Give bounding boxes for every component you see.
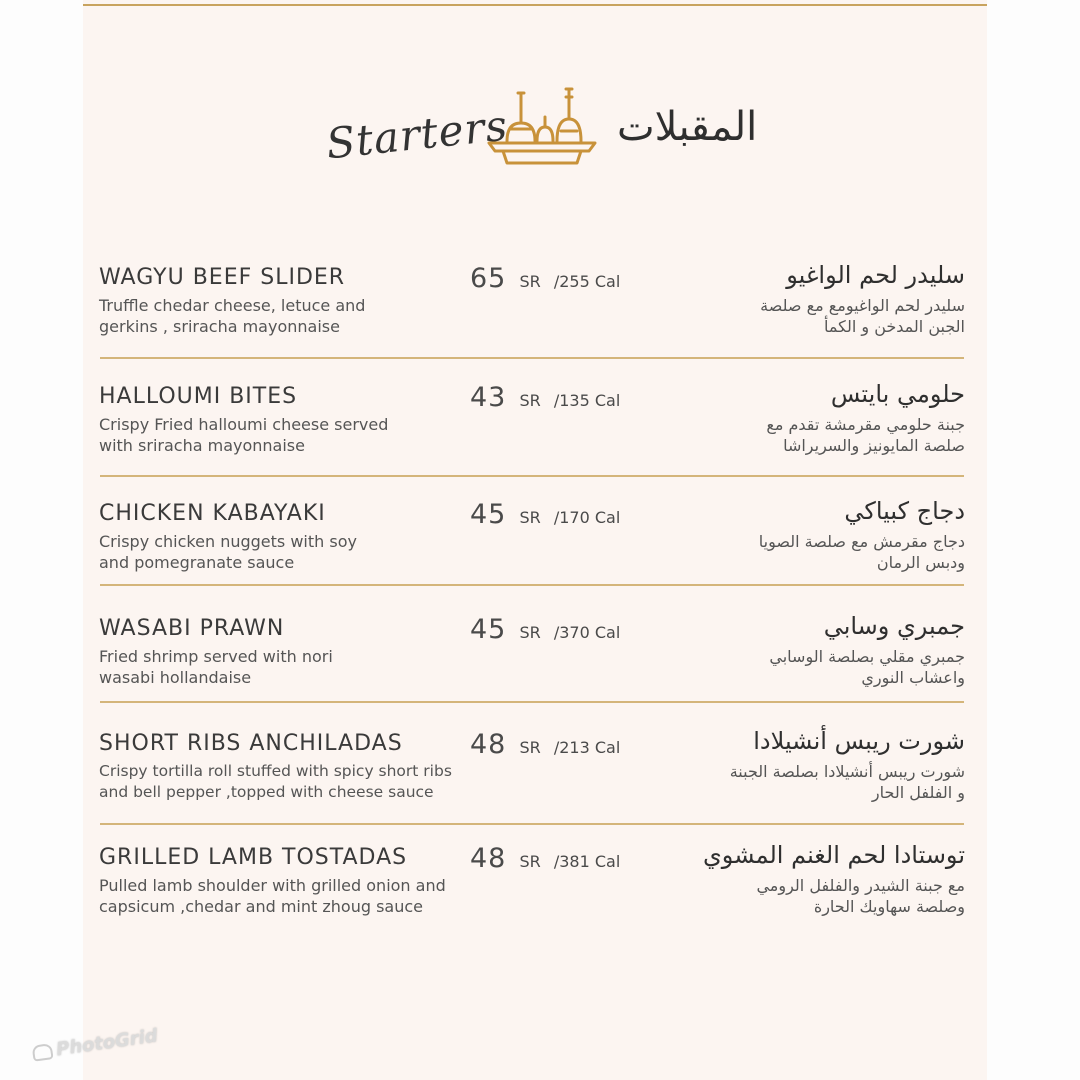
desc-line: gerkins , sriracha mayonnaise (99, 317, 340, 336)
item-description-ar (759, 531, 965, 573)
item-name-ar: سليدر لحم الواغيو (786, 261, 965, 289)
price-currency: SR (519, 508, 541, 527)
item-price (470, 263, 630, 294)
item-description-ar (730, 761, 965, 803)
camera-icon (32, 1043, 54, 1062)
menu-item (83, 497, 987, 591)
menu-item (83, 841, 987, 935)
desc-line: الجبن المدخن و الكمأ (824, 317, 965, 336)
item-divider (100, 823, 964, 825)
desc-line: Crispy tortilla roll stuffed with spicy short ribs (99, 762, 452, 780)
item-calories: /213 Cal (553, 738, 621, 757)
item-name-ar: جمبري وسابي (823, 612, 965, 640)
item-price (470, 382, 630, 413)
menu-item (83, 380, 987, 474)
menu-header (83, 80, 987, 190)
desc-line: صلصة المايونيز والسريراشا (783, 436, 965, 455)
section-title-ar: المقبلات (617, 104, 758, 150)
item-description-en (99, 761, 459, 803)
item-description-en (99, 531, 449, 573)
desc-line: Pulled lamb shoulder with grilled onion and (99, 876, 446, 895)
desc-line: with sriracha mayonnaise (99, 436, 305, 455)
desc-line: and bell pepper ,topped with cheese sauce (99, 783, 434, 801)
desc-line: Crispy chicken nuggets with soy (99, 532, 357, 551)
price-value: 48 (470, 729, 507, 760)
price-value: 43 (470, 382, 507, 413)
desc-line: جمبري مقلي بصلصة الوسابي (769, 647, 965, 666)
item-name-en: GRILLED LAMB TOSTADAS (99, 845, 408, 870)
item-price (470, 729, 630, 760)
item-calories: /370 Cal (553, 623, 621, 642)
desc-line: و الفلفل الحار (871, 783, 965, 802)
desc-line: سليدر لحم الواغيومع مع صلصة (760, 296, 965, 315)
desc-line: مع جبنة الشيدر والفلفل الرومي (756, 876, 965, 895)
menu-item (83, 261, 987, 355)
price-value: 45 (470, 614, 507, 645)
item-divider (100, 584, 964, 586)
item-divider (100, 357, 964, 359)
item-price (470, 499, 630, 530)
item-name-ar: دجاج كبياكي (844, 497, 965, 525)
desc-line: and pomegranate sauce (99, 553, 295, 572)
item-description-en (99, 295, 449, 337)
item-calories: /255 Cal (553, 272, 621, 291)
desc-line: جبنة حلومي مقرمشة تقدم مع (766, 415, 965, 434)
desc-line: وصلصة سهاويك الحارة (813, 897, 965, 916)
price-currency: SR (519, 738, 541, 757)
item-calories: /170 Cal (553, 508, 621, 527)
top-rule (83, 4, 987, 6)
desc-line: Crispy Fried halloumi cheese served (99, 415, 389, 434)
section-title-en: Starters (323, 100, 511, 169)
desc-line: Fried shrimp served with nori (99, 647, 333, 666)
item-description-ar (756, 875, 965, 917)
desc-line: ودبس الرمان (876, 553, 965, 572)
price-value: 45 (470, 499, 507, 530)
item-description-ar (766, 414, 965, 456)
item-name-en: WASABI PRAWN (99, 616, 285, 641)
item-description-en (99, 646, 449, 688)
item-price (470, 843, 630, 874)
desc-line: Truffle chedar cheese, letuce and (99, 296, 366, 315)
item-divider (100, 475, 964, 477)
item-description-en (99, 875, 449, 917)
price-value: 48 (470, 843, 507, 874)
price-currency: SR (519, 272, 541, 291)
price-currency: SR (519, 852, 541, 871)
item-divider (100, 701, 964, 703)
desc-line: capsicum ,chedar and mint zhoug sauce (99, 897, 423, 916)
desc-line: شورت ريبس أنشيلادا بصلصة الجبنة (729, 762, 965, 781)
item-description-ar (760, 295, 965, 337)
menu-item (83, 727, 987, 821)
price-currency: SR (519, 391, 541, 410)
price-currency: SR (519, 623, 541, 642)
item-price (470, 614, 630, 645)
item-description-en (99, 414, 449, 456)
starters-platter-icon (485, 85, 599, 167)
item-description-ar (769, 646, 965, 688)
item-name-en: CHICKEN KABAYAKI (99, 501, 326, 526)
item-calories: /135 Cal (553, 391, 621, 410)
item-name-en: HALLOUMI BITES (99, 384, 298, 409)
desc-line: واعشاب النوري (861, 668, 965, 687)
desc-line: دجاج مقرمش مع صلصة الصويا (758, 532, 965, 551)
item-name-ar: حلومي بايتس (830, 380, 965, 408)
price-value: 65 (470, 263, 507, 294)
item-name-ar: توستادا لحم الغنم المشوي (703, 841, 965, 869)
item-name-en: WAGYU BEEF SLIDER (99, 265, 346, 290)
item-name-en: SHORT RIBS ANCHILADAS (99, 731, 403, 756)
item-calories: /381 Cal (553, 852, 621, 871)
item-name-ar: شورت ريبس أنشيلادا (753, 727, 965, 755)
watermark-text: PhotoGrid (54, 1025, 159, 1061)
menu-item (83, 612, 987, 706)
desc-line: wasabi hollandaise (99, 668, 252, 687)
menu-page (83, 0, 987, 1080)
